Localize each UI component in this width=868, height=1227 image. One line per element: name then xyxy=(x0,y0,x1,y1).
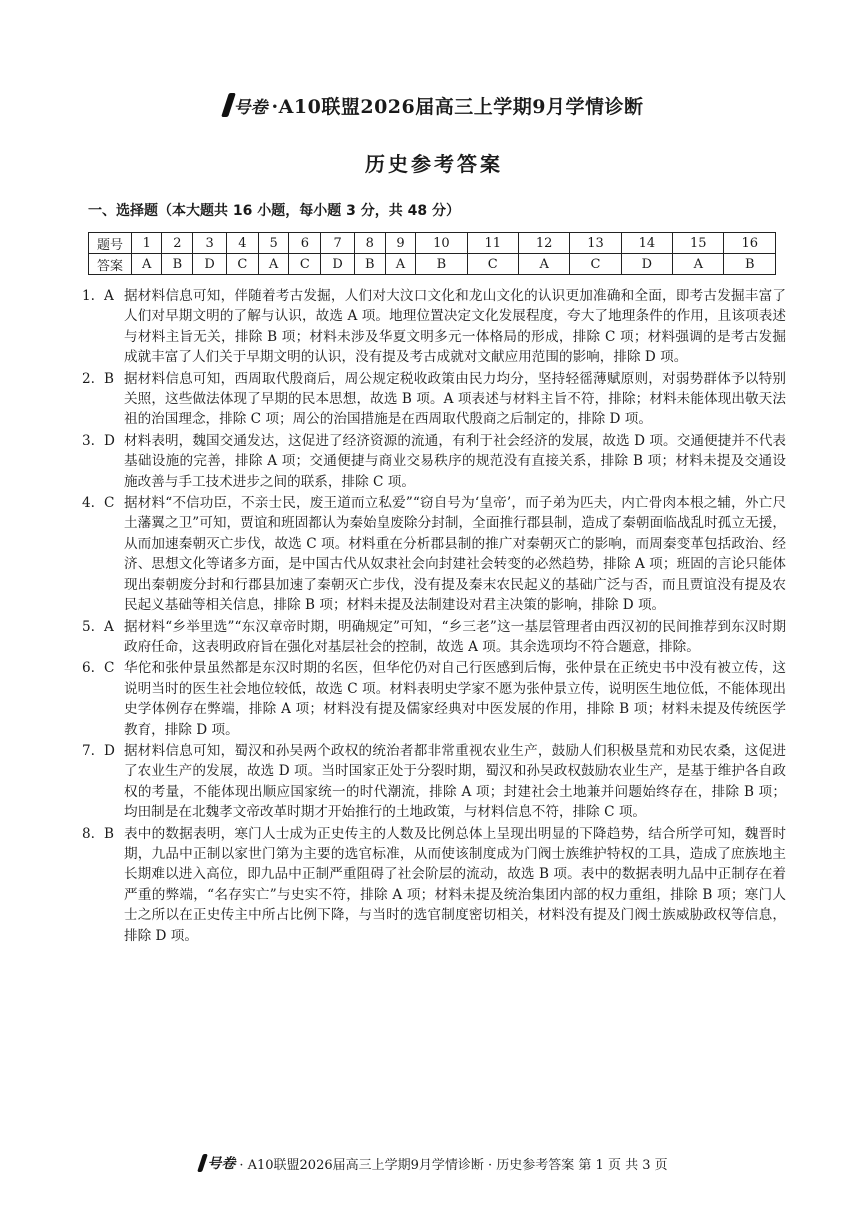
item-answer: B xyxy=(104,825,114,842)
explanation-item xyxy=(82,617,786,658)
question-number: 7 xyxy=(321,233,354,254)
explanation-item xyxy=(82,741,786,823)
question-number: 4 xyxy=(226,233,258,254)
question-number: 2 xyxy=(162,233,193,254)
answer-cell: B xyxy=(162,254,193,275)
explanation-item xyxy=(82,431,786,492)
header-title: ·A10联盟2026届高三上学期9月学情诊断 xyxy=(271,95,644,118)
question-number: 8 xyxy=(354,233,385,254)
item-number: 4. xyxy=(82,495,95,512)
page-footer xyxy=(0,1150,868,1176)
item-answer: D xyxy=(104,432,115,449)
answer-row xyxy=(89,254,776,275)
brand-logo xyxy=(225,93,268,118)
explanation-item xyxy=(82,658,786,740)
question-number: 9 xyxy=(385,233,415,254)
answer-cell: D xyxy=(321,254,354,275)
row-label-number: 题号 xyxy=(89,233,132,254)
answer-cell: C xyxy=(467,254,518,275)
question-number: 11 xyxy=(467,233,518,254)
answer-cell: C xyxy=(570,254,621,275)
answer-cell: A xyxy=(673,254,724,275)
item-answer: A xyxy=(104,618,114,635)
item-number: 1. xyxy=(82,288,95,304)
explanation-item xyxy=(82,286,786,368)
answer-cell: B xyxy=(724,254,776,275)
footer-logo xyxy=(200,1153,235,1173)
item-number: 5. xyxy=(82,618,95,635)
item-number: 8. xyxy=(82,825,95,842)
section-heading: 一、选择题（本大题共 16 小题，每小题 3 分，共 48 分） xyxy=(88,203,460,219)
footer-text: · A10联盟2026届高三上学期9月学情诊断 · 历史参考答案 第 1 页 共 3 页 xyxy=(239,1157,668,1173)
item-explanation: 材料表明，魏国交通发达，这促进了经济资源的流通，有利于社会经济的发展，故选 D 项。交通便捷并不代表基础设施的完善，排除 A 项；交通便捷与商业交易秩序的规范没有直接关系，排除 B 项；材料未提及交通设施改善与手工技术进步之间的联系，排除 C 项。 xyxy=(124,432,786,490)
question-number: 16 xyxy=(724,233,776,254)
item-number: 6. xyxy=(82,660,95,677)
explanation-item xyxy=(82,369,786,430)
item-answer: D xyxy=(104,742,115,759)
question-number: 6 xyxy=(289,233,321,254)
item-answer: A xyxy=(104,288,114,304)
question-number: 3 xyxy=(193,233,226,254)
item-number: 3. xyxy=(82,432,95,449)
question-number: 14 xyxy=(621,233,672,254)
answer-cell: B xyxy=(354,254,385,275)
question-number: 5 xyxy=(258,233,288,254)
answer-cell: D xyxy=(621,254,672,275)
question-number: 15 xyxy=(673,233,724,254)
answer-cell: A xyxy=(258,254,288,275)
row-label-answer: 答案 xyxy=(89,254,132,275)
item-answer: C xyxy=(104,660,115,677)
answer-cell: B xyxy=(416,254,467,275)
footer-logo-text: 号卷 xyxy=(207,1156,236,1172)
answer-cell: A xyxy=(518,254,569,275)
answer-table xyxy=(88,232,776,275)
question-number: 13 xyxy=(570,233,621,254)
explanation-item xyxy=(82,824,786,946)
item-number: 7. xyxy=(82,742,95,759)
explanation-list xyxy=(82,286,786,947)
item-explanation: 据材料信息可知，西周取代殷商后，周公规定税收政策由民力均分，坚持轻徭薄赋原则，对弱势群体予以特别关照，这些做法体现了早期的民本思想，故选 B 项。A 项表述与材料主旨不符，排除；材料未能体现出敬天法祖的治国理念，排除 C 项；周公的治国措施是在西周取代殷商之后制定的，排除 D 项。 xyxy=(124,370,786,428)
answer-cell: C xyxy=(226,254,258,275)
answer-cell: A xyxy=(132,254,162,275)
answer-cell: C xyxy=(289,254,321,275)
item-answer: B xyxy=(104,370,114,387)
item-answer: C xyxy=(104,495,115,512)
explanation-item xyxy=(82,493,786,615)
document-subtitle: 历史参考答案 xyxy=(365,152,503,176)
question-number-row xyxy=(89,233,776,254)
answer-cell: A xyxy=(385,254,415,275)
answer-cell: D xyxy=(193,254,226,275)
question-number: 1 xyxy=(132,233,162,254)
question-number: 10 xyxy=(416,233,467,254)
item-explanation: 据材料信息可知，伴随着考古发掘，人们对大汶口文化和龙山文化的认识更加准确和全面，即考古发掘丰富了人们对早期文明的了解与认识，故选 A 项。地理位置决定文化发展程度，夸大了地理条件的作用，且该项表述与材料主旨无关，排除 B 项；材料未涉及华夏文明多元一体格局的形成，排除 C 项；材料强调的是考古发掘成就丰富了人们关于早期文明的认识，没有提及考古成就对文献应用范围的影响，排除 D 项。 xyxy=(124,288,786,366)
item-explanation: 据材料信息可知，蜀汉和孙吴两个政权的统治者都非常重视农业生产，鼓励人们积极垦荒和劝民农桑，这促进了农业生产的发展，故选 D 项。当时国家正处于分裂时期，蜀汉和孙吴政权鼓励农业生产，是基于维护各自政权的考量，不能体现出顺应国家统一的时代潮流，排除 A 项；封建社会土地兼并问题始终存在，排除 B 项；均田制是在北魏孝文帝改革时期才开始推行的土地政策，与材料信息不符，排除 C 项。 xyxy=(124,742,786,821)
item-explanation: 据材料“乡举里选”“东汉章帝时期，明确规定”可知，“乡三老”这一基层管理者由西汉初的民间推荐到东汉时期政府任命，这表明政府旨在强化对基层社会的控制，故选 A 项。其余选项均不符合题意，排除。 xyxy=(124,618,786,655)
item-explanation: 表中的数据表明，寒门人士成为正史传主的人数及比例总体上呈现出明显的下降趋势，结合所学可知，魏晋时期，九品中正制以家世门第为主要的选官标准，从而使该制度成为门阀士族维护特权的工具，造成了庶族地主长期难以进入高位，即九品中正制严重阻碍了社会阶层的流动，故选 B 项。表中的数据表明九品中正制存在着严重的弊端，“名存实亡”与史实不符，排除 A 项；材料未提及统治集团内部的权力重组，排除 B 项；寒门人士之所以在正史传主中所占比例下降，与当时的选官制度密切相关，材料没有提及门阀士族威胁政权等信息，排除 D 项。 xyxy=(124,825,786,944)
item-explanation: 据材料“不信功臣，不亲士民，废王道而立私爱”“窃自号为‘皇帝’，而子弟为匹夫，内亡骨肉本根之辅，外亡尺土藩翼之卫”可知，贾谊和班固都认为秦始皇废除分封制，全面推行郡县制，造成了秦朝面临战乱时孤立无援，从而加速秦朝灭亡步伐，故选 C 项。材料重在分析郡县制的推广对秦朝灭亡的影响，而周秦变革包括政治、经济、思想文化等诸多方面，是中国古代从奴隶社会向封建社会转变的必然趋势，排除 A 项；班固的言论只能体现出秦朝废分封和行郡县加速了秦朝灭亡步伐，没有提及秦末农民起义的基础广泛与否，而且贾谊没有提及农民起义基础等相关信息，排除 B 项；材料未提及法制建设对君主决策的影响，排除 D 项。 xyxy=(124,495,786,614)
item-explanation: 华佗和张仲景虽然都是东汉时期的名医，但华佗仍对自己行医感到后悔，张仲景在正统史书中没有被立传，这说明当时的医生社会地位较低，故选 C 项。材料表明史学家不愿为张仲景立传，说明医生地位低，不能体现出史学体例存在弊端，排除 A 项；材料没有提及儒家经典对中医发展的作用，排除 B 项；材料未提及传统医学教育，排除 D 项。 xyxy=(124,660,786,738)
item-number: 2. xyxy=(82,370,95,387)
page-header xyxy=(0,88,868,122)
question-number: 12 xyxy=(518,233,569,254)
logo-text: 号卷 xyxy=(233,97,268,118)
